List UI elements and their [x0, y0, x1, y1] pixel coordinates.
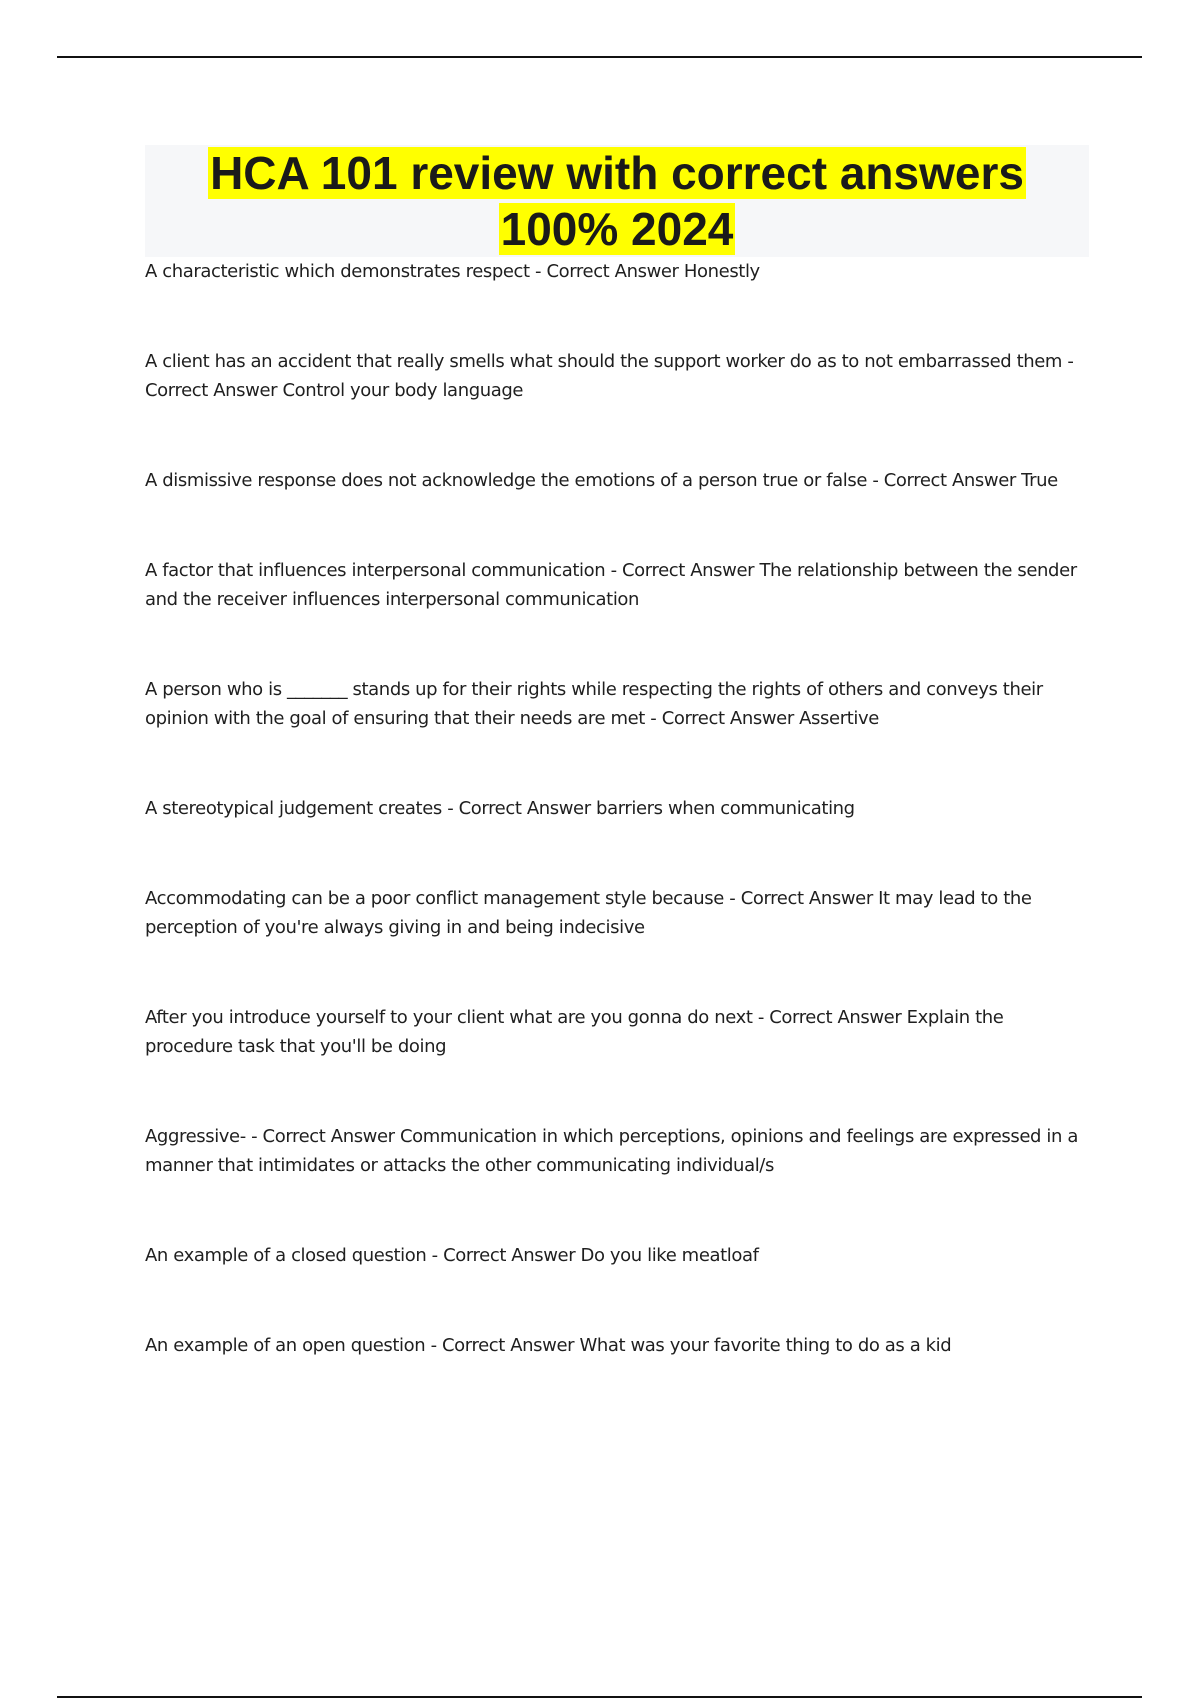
qa-item: Aggressive- - Correct Answer Communication in which perceptions, opinions and feelings are expressed in a manner that intimidates or attacks the other communicating individual/s [145, 1126, 1078, 1176]
qa-item: Accommodating can be a poor conflict management style because - Correct Answer It may lead to the perception of you're always giving in and being indecisive [145, 888, 1032, 938]
header-rule [57, 56, 1142, 58]
qa-item: A dismissive response does not acknowledge the emotions of a person true or false - Correct Answer True [145, 470, 1058, 491]
title-line-1: HCA 101 review with correct answers [210, 147, 1024, 199]
qa-item: A stereotypical judgement creates - Correct Answer barriers when communicating [145, 798, 855, 819]
qa-item: An example of a closed question - Correct Answer Do you like meatloaf [145, 1245, 759, 1266]
qa-list [145, 257, 1089, 1421]
qa-item: After you introduce yourself to your client what are you gonna do next - Correct Answer Explain the procedure task that you'll be doing [145, 1007, 1004, 1057]
title-line-2: 100% 2024 [500, 203, 734, 255]
qa-item: A characteristic which demonstrates respect - Correct Answer Honestly [145, 261, 760, 282]
footer-rule [57, 1696, 1142, 1698]
qa-item: An example of an open question - Correct Answer What was your favorite thing to do as a kid [145, 1335, 952, 1356]
title-block [145, 145, 1089, 257]
page-title [145, 145, 1089, 257]
qa-item: A factor that influences interpersonal communication - Correct Answer The relationship between the sender and the receiver influences interpersonal communication [145, 560, 1077, 610]
qa-item: A client has an accident that really smells what should the support worker do as to not embarrassed them - Correct Answer Control your body language [145, 351, 1074, 401]
qa-item: A person who is _______ stands up for their rights while respecting the rights of others and conveys their opinion with the goal of ensuring that their needs are met - Correct Answer Assertive [145, 679, 1043, 729]
